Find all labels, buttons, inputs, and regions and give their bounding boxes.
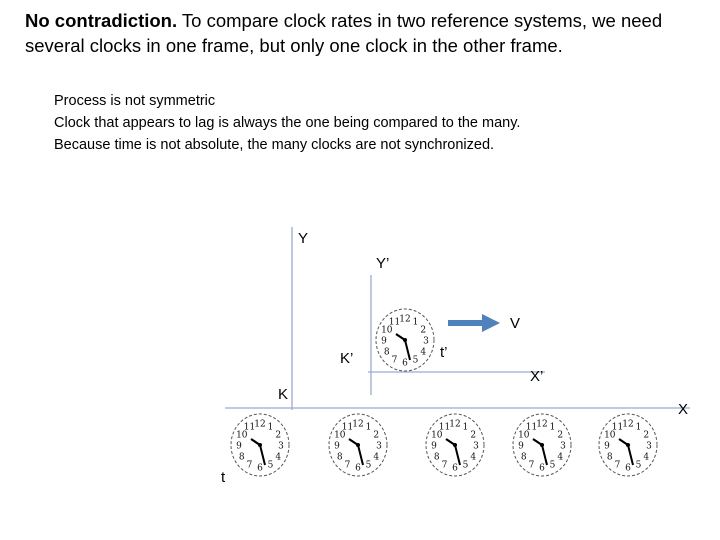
svg-text:5: 5 — [365, 460, 372, 471]
svg-text:4: 4 — [643, 452, 650, 463]
svg-text:7: 7 — [614, 460, 621, 471]
svg-text:9: 9 — [518, 441, 524, 452]
svg-text:5: 5 — [635, 460, 642, 471]
svg-text:9: 9 — [431, 441, 437, 452]
svg-text:7: 7 — [441, 460, 448, 471]
svg-text:10: 10 — [236, 430, 248, 441]
svg-text:6: 6 — [402, 358, 408, 369]
svg-text:10: 10 — [431, 430, 443, 441]
headline-bold: No contradiction. — [25, 10, 178, 31]
svg-text:4: 4 — [420, 347, 427, 358]
svg-text:4: 4 — [275, 452, 282, 463]
svg-text:12: 12 — [254, 419, 266, 430]
svg-text:11: 11 — [525, 422, 538, 433]
svg-text:6: 6 — [355, 463, 361, 474]
svg-text:12: 12 — [352, 419, 364, 430]
svg-text:12: 12 — [399, 314, 411, 325]
svg-text:7: 7 — [246, 460, 253, 471]
label-y-prime: Y’ — [376, 255, 390, 272]
svg-text:1: 1 — [365, 422, 372, 433]
svg-text:11: 11 — [341, 422, 354, 433]
svg-text:7: 7 — [391, 355, 398, 366]
svg-text:6: 6 — [452, 463, 458, 474]
clock-icon — [599, 414, 657, 476]
svg-text:6: 6 — [539, 463, 545, 474]
svg-text:12: 12 — [622, 419, 634, 430]
svg-text:2: 2 — [275, 430, 282, 441]
bullet-item: Process is not symmetric — [54, 93, 216, 109]
clock-icon — [231, 414, 289, 476]
svg-text:2: 2 — [373, 430, 380, 441]
svg-text:1: 1 — [412, 317, 419, 328]
svg-text:3: 3 — [376, 441, 382, 452]
svg-text:7: 7 — [528, 460, 535, 471]
label-y: Y — [298, 230, 309, 247]
svg-text:1: 1 — [635, 422, 642, 433]
label-k-prime: K’ — [340, 350, 354, 367]
svg-text:10: 10 — [604, 430, 616, 441]
svg-text:8: 8 — [520, 452, 527, 463]
svg-text:9: 9 — [381, 336, 387, 347]
svg-text:3: 3 — [646, 441, 652, 452]
velocity-arrow — [448, 314, 500, 332]
svg-text:8: 8 — [433, 452, 440, 463]
svg-text:1: 1 — [549, 422, 556, 433]
svg-text:6: 6 — [625, 463, 631, 474]
svg-text:4: 4 — [373, 452, 380, 463]
svg-text:12: 12 — [536, 419, 548, 430]
svg-text:2: 2 — [643, 430, 650, 441]
svg-text:5: 5 — [462, 460, 469, 471]
clock-layer — [231, 309, 657, 476]
svg-text:5: 5 — [267, 460, 274, 471]
bullet-item: Because time is not absolute, the many clocks are not synchronized. — [54, 137, 495, 153]
svg-text:9: 9 — [236, 441, 242, 452]
svg-text:6: 6 — [257, 463, 263, 474]
svg-text:8: 8 — [606, 452, 613, 463]
svg-text:11: 11 — [611, 422, 624, 433]
clock-icon — [376, 309, 434, 371]
svg-text:2: 2 — [557, 430, 564, 441]
label-t: t — [221, 469, 226, 486]
svg-text:5: 5 — [549, 460, 556, 471]
svg-text:9: 9 — [604, 441, 610, 452]
label-x: X — [678, 401, 689, 418]
svg-text:3: 3 — [278, 441, 284, 452]
headline-text: To compare clock rates in two reference systems, we need several clocks in one frame, but only one clock in the other frame. — [25, 10, 663, 56]
svg-text:11: 11 — [243, 422, 256, 433]
clock-icon — [329, 414, 387, 476]
svg-text:4: 4 — [470, 452, 477, 463]
svg-text:3: 3 — [560, 441, 566, 452]
label-t-prime: t’ — [440, 344, 448, 361]
svg-text:5: 5 — [412, 355, 419, 366]
svg-text:1: 1 — [462, 422, 469, 433]
clock-icon — [513, 414, 571, 476]
svg-text:8: 8 — [336, 452, 343, 463]
svg-text:11: 11 — [438, 422, 451, 433]
svg-text:8: 8 — [383, 347, 390, 358]
svg-text:2: 2 — [420, 325, 427, 336]
svg-text:3: 3 — [473, 441, 479, 452]
svg-text:2: 2 — [470, 430, 477, 441]
label-v: V — [510, 315, 521, 332]
svg-text:11: 11 — [388, 317, 401, 328]
svg-text:10: 10 — [518, 430, 530, 441]
svg-text:8: 8 — [238, 452, 245, 463]
svg-text:3: 3 — [423, 336, 429, 347]
bullet-item: Clock that appears to lag is always the one being compared to the many. — [54, 115, 521, 131]
svg-text:1: 1 — [267, 422, 274, 433]
svg-text:4: 4 — [557, 452, 564, 463]
label-x-prime: X’ — [530, 368, 544, 385]
clock-icon — [426, 414, 484, 476]
svg-text:12: 12 — [449, 419, 461, 430]
label-k: K — [278, 386, 289, 403]
axes — [225, 227, 690, 410]
svg-text:10: 10 — [334, 430, 346, 441]
svg-text:10: 10 — [381, 325, 393, 336]
svg-text:7: 7 — [344, 460, 351, 471]
svg-text:9: 9 — [334, 441, 340, 452]
